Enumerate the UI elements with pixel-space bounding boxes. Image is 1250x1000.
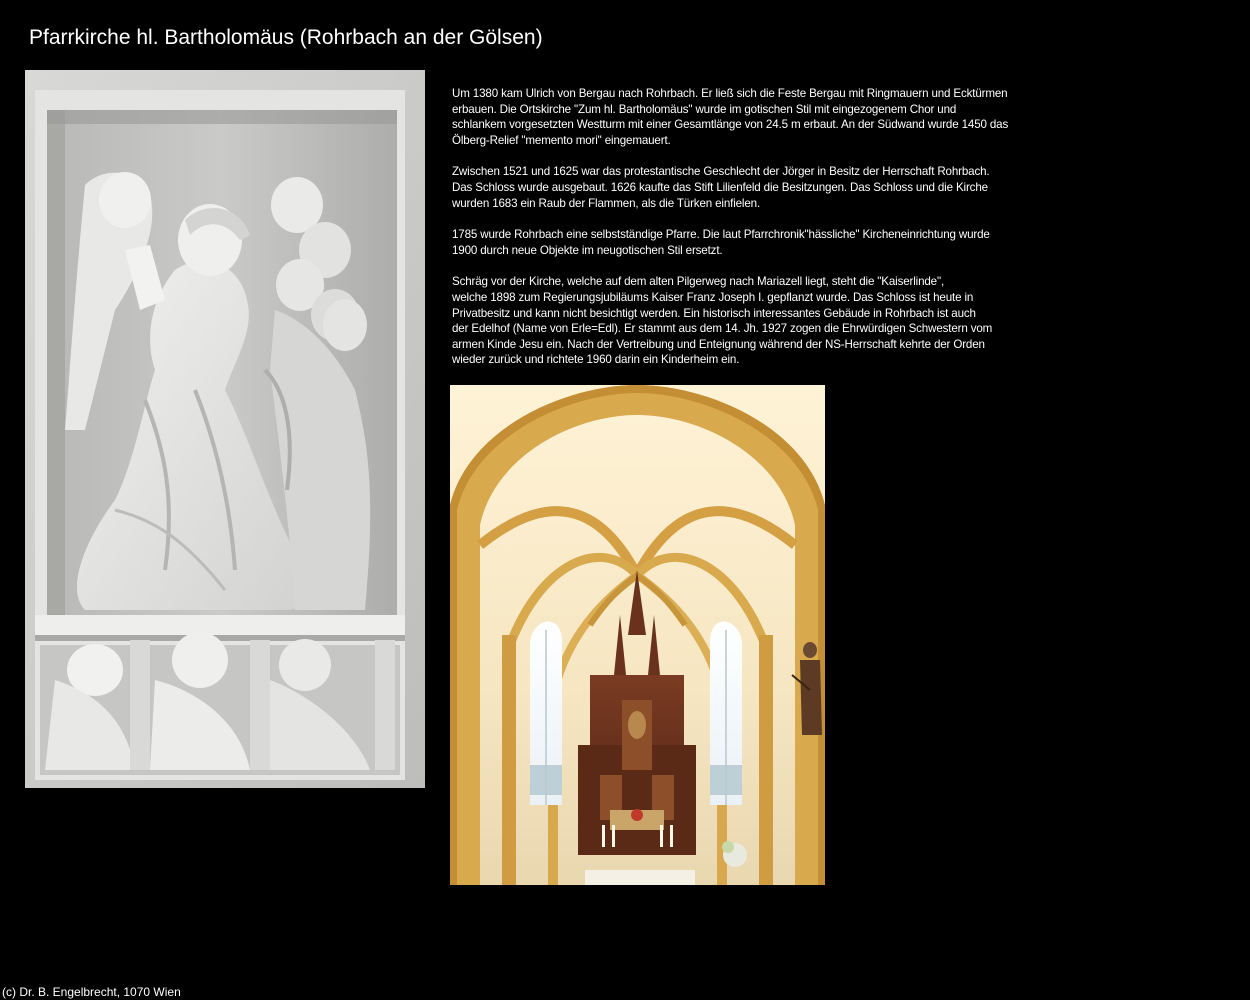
text-line: Schräg vor der Kirche, welche auf dem alten Pilgerweg nach Mariazell liegt, steht die "Kaiserlinde",	[452, 275, 945, 289]
relief-image	[25, 70, 425, 788]
text-line: wurden 1683 ein Raub der Flammen, als die Türken einfielen.	[452, 196, 761, 210]
text-line: Ölberg-Relief "memento mori" eingemauert.	[452, 133, 671, 147]
text-line: der Edelhof (Name von Erle=Edl). Er stammt aus dem 14. Jh. 1927 zogen die Ehrwürdigen Schwestern vom	[452, 322, 993, 336]
paragraph-history-kaiserlinde	[452, 274, 1052, 368]
paragraph-history-bergau	[452, 86, 1052, 148]
description-text	[452, 86, 1052, 384]
page-title: Pfarrkirche hl. Bartholomäus (Rohrbach an der Gölsen)	[29, 26, 543, 49]
relief-photo	[25, 70, 425, 788]
text-line: Das Schloss wurde ausgebaut. 1626 kaufte das Stift Lilienfeld die Besitzungen. Das Schloss und die Kirche	[452, 180, 988, 194]
copyright-text: (c) Dr. B. Engelbrecht, 1070 Wien	[2, 985, 181, 999]
interior-photo	[450, 385, 825, 885]
text-line: armen Kinde Jesu ein. Nach der Vertreibung und Enteignung während der NS-Herrschaft kehrte der Orden	[452, 337, 985, 351]
paragraph-history-pfarre	[452, 227, 1052, 258]
paragraph-history-joerger	[452, 164, 1052, 211]
interior-image	[450, 385, 825, 885]
text-line: wieder zurück und richtete 1960 darin ein Kinderheim ein.	[452, 353, 740, 367]
text-line: Um 1380 kam Ulrich von Bergau nach Rohrbach. Er ließ sich die Feste Bergau mit Ringmauern und Ecktürmen	[452, 87, 1008, 100]
text-line: erbauen. Die Ortskirche "Zum hl. Bartholomäus" wurde im gotischen Stil mit eingezogenem Chor und	[452, 102, 957, 116]
text-line: welche 1898 zum Regierungsjubiläums Kaiser Franz Joseph I. gepflanzt wurde. Das Schloss ist heute in	[452, 290, 974, 304]
text-line: 1900 durch neue Objekte im neugotischen Stil ersetzt.	[452, 243, 723, 257]
text-line: 1785 wurde Rohrbach eine selbstständige Pfarre. Die laut Pfarrchronik"hässliche" Kircheneinrichtung wurde	[452, 228, 990, 242]
text-line: Privatbesitz und kann nicht besichtigt werden. Ein historisch interessantes Gebäude in Rohrbach ist auch	[452, 306, 976, 320]
text-line: Zwischen 1521 und 1625 war das protestantische Geschlecht der Jörger in Besitz der Herrschaft Rohrbach.	[452, 165, 990, 179]
text-line: schlankem vorgesetzten Westturm mit einer Gesamtlänge von 24.5 m erbaut. An der Südwand wurde 1450 das	[452, 118, 1009, 132]
